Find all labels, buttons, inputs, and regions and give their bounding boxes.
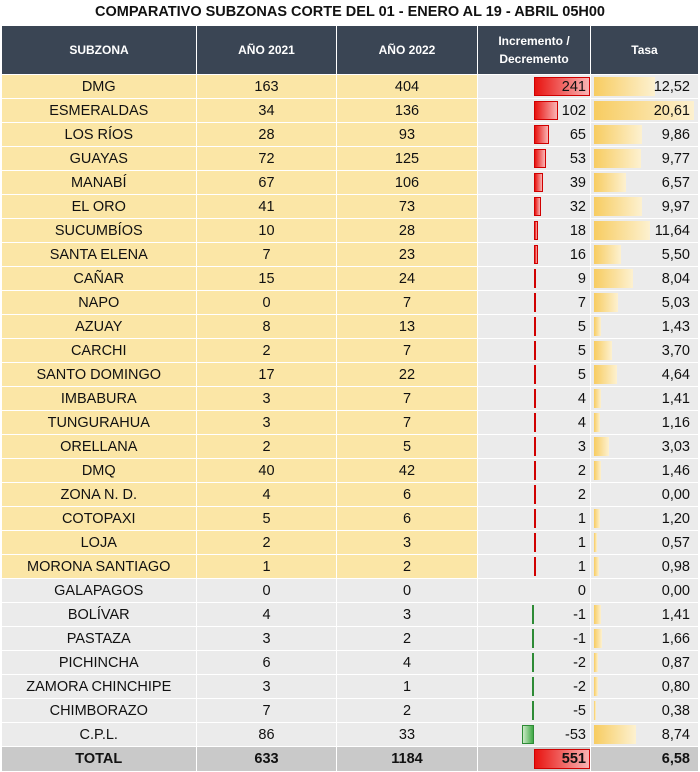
total-row [2,747,699,772]
year-2022-cell: 22 [337,363,478,387]
subzona-cell: ESMERALDAS [2,99,197,123]
total-label: TOTAL [2,747,197,772]
tasa-bar [594,461,601,480]
year-2021-cell: 2 [197,531,337,555]
increment-value: 4 [577,414,586,431]
tasa-value: 6,57 [661,174,690,191]
tasa-bar [594,77,655,96]
increment-value: 39 [569,174,586,191]
increment-value: -53 [565,726,586,743]
increment-cell [478,387,591,411]
year-2021-cell: 6 [197,651,337,675]
year-2021-cell: 34 [197,99,337,123]
tasa-bar [594,293,618,312]
increase-bar [534,533,536,552]
increase-bar [534,173,543,192]
year-2022-cell: 0 [337,579,478,603]
tasa-value: 1,43 [661,318,690,335]
increment-value: -2 [573,654,586,671]
tasa-cell [591,123,699,147]
increment-cell [478,723,591,747]
increment-value: 5 [577,366,586,383]
table-row [2,699,699,723]
increment-cell [478,75,591,99]
increase-bar [534,437,536,456]
increase-bar [534,149,546,168]
increment-cell [478,411,591,435]
tasa-value: 1,46 [661,462,690,479]
increment-value: 241 [561,78,586,95]
year-2021-cell: 3 [197,627,337,651]
table-row [2,99,699,123]
table-row [2,675,699,699]
tasa-value: 9,97 [661,198,690,215]
year-2021-cell: 67 [197,171,337,195]
table-row [2,579,699,603]
tasa-cell [591,603,699,627]
table-row [2,243,699,267]
year-2022-cell: 136 [337,99,478,123]
table-row [2,315,699,339]
year-2022-cell: 6 [337,483,478,507]
tasa-cell [591,435,699,459]
year-2022-cell: 42 [337,459,478,483]
year-2021-cell: 7 [197,243,337,267]
increase-bar [534,101,558,120]
increase-bar [534,557,536,576]
tasa-bar [594,509,600,528]
year-2022-cell: 23 [337,243,478,267]
increment-cell [478,147,591,171]
year-2021-cell: 2 [197,339,337,363]
increase-bar [534,245,538,264]
tasa-value: 0,38 [661,702,690,719]
table-row [2,267,699,291]
subzona-cell: MORONA SANTIAGO [2,555,197,579]
year-2021-cell: 3 [197,675,337,699]
table-row [2,291,699,315]
tasa-cell [591,579,699,603]
tasa-bar [594,653,598,672]
tasa-cell [591,219,699,243]
tasa-cell [591,411,699,435]
tasa-value: 1,41 [661,606,690,623]
increment-cell [478,555,591,579]
tasa-cell [591,555,699,579]
increment-cell [478,315,591,339]
increment-value: 0 [577,582,586,599]
tasa-bar [594,245,621,264]
table-row [2,147,699,171]
subzona-cell: NAPO [2,291,197,315]
increment-value: 2 [577,486,586,503]
table-row [2,75,699,99]
tasa-value: 3,70 [661,342,690,359]
increment-value: 18 [569,222,586,239]
tasa-value: 1,20 [661,510,690,527]
tasa-value: 12,52 [653,78,690,95]
increase-bar [534,269,536,288]
increment-cell [478,123,591,147]
subzona-cell: AZUAY [2,315,197,339]
tasa-bar [594,173,626,192]
decrease-bar [532,701,534,720]
year-2021-cell: 41 [197,195,337,219]
table-row [2,171,699,195]
year-2022-cell: 28 [337,219,478,243]
year-2022-cell: 7 [337,411,478,435]
year-2022-cell: 3 [337,603,478,627]
increment-value: 5 [577,342,586,359]
year-2021-cell: 0 [197,291,337,315]
tasa-bar [594,605,601,624]
tasa-cell [591,531,699,555]
subzona-cell: LOJA [2,531,197,555]
increment-value: -2 [573,678,586,695]
tasa-bar [594,533,597,552]
increment-value: 1 [577,558,586,575]
tasa-value: 5,03 [661,294,690,311]
header-year-2022: AÑO 2022 [337,26,478,75]
increment-value: 1 [577,534,586,551]
year-2022-cell: 7 [337,387,478,411]
decrease-bar [532,605,534,624]
increment-cell [478,363,591,387]
year-2022-cell: 2 [337,627,478,651]
header-increment [478,26,591,75]
increment-cell [478,339,591,363]
year-2021-cell: 15 [197,267,337,291]
subzona-cell: CARCHI [2,339,197,363]
tasa-value: 0,57 [661,534,690,551]
tasa-cell [591,723,699,747]
increase-bar [534,125,549,144]
year-2022-cell: 2 [337,555,478,579]
subzona-cell: COTOPAXI [2,507,197,531]
increase-bar [534,509,536,528]
year-2021-cell: 1 [197,555,337,579]
tasa-bar [594,629,602,648]
table-header-row [2,26,699,75]
tasa-bar [594,725,636,744]
increase-bar [534,389,536,408]
table-row [2,339,699,363]
increment-value: 16 [569,246,586,263]
year-2022-cell: 125 [337,147,478,171]
subzona-cell: DMG [2,75,197,99]
year-2021-cell: 72 [197,147,337,171]
table-row [2,363,699,387]
tasa-value: 9,86 [661,126,690,143]
subzona-cell: ORELLANA [2,435,197,459]
tasa-bar [594,317,601,336]
tasa-value: 0,00 [661,582,690,599]
tasa-cell [591,267,699,291]
year-2022-cell: 13 [337,315,478,339]
increment-value: -1 [573,606,586,623]
tasa-bar [594,677,598,696]
total-increment-value: 551 [561,751,586,767]
tasa-value: 9,77 [661,150,690,167]
increment-cell [478,507,591,531]
tasa-bar [594,389,601,408]
year-2022-cell: 5 [337,435,478,459]
year-2022-cell: 3 [337,531,478,555]
subzona-cell: ZONA N. D. [2,483,197,507]
year-2021-cell: 3 [197,387,337,411]
table-row [2,603,699,627]
tasa-bar [594,197,642,216]
subzona-cell: TUNGURAHUA [2,411,197,435]
tasa-value: 20,61 [653,102,690,119]
year-2021-cell: 40 [197,459,337,483]
table-row [2,459,699,483]
increment-cell [478,531,591,555]
year-2022-cell: 7 [337,339,478,363]
increase-bar [534,413,536,432]
header-increment-line1: Incremento / [498,34,570,48]
year-2022-cell: 2 [337,699,478,723]
year-2021-cell: 3 [197,411,337,435]
tasa-cell [591,75,699,99]
subzona-cell: SANTA ELENA [2,243,197,267]
table-row [2,435,699,459]
subzona-cell: GALAPAGOS [2,579,197,603]
table-row [2,195,699,219]
increment-cell [478,219,591,243]
tasa-bar [594,149,641,168]
tasa-bar [594,701,596,720]
tasa-cell [591,315,699,339]
table-row [2,651,699,675]
increment-value: 1 [577,510,586,527]
table-row [2,507,699,531]
tasa-cell [591,699,699,723]
year-2022-cell: 73 [337,195,478,219]
tasa-cell [591,339,699,363]
table-row [2,531,699,555]
subzona-cell: ZAMORA CHINCHIPE [2,675,197,699]
increment-cell [478,483,591,507]
subzona-cell: PASTAZA [2,627,197,651]
tasa-value: 0,00 [661,486,690,503]
tasa-cell [591,627,699,651]
tasa-value: 1,41 [661,390,690,407]
decrease-bar [532,677,534,696]
header-subzona: SUBZONA [2,26,197,75]
year-2021-cell: 4 [197,603,337,627]
year-2021-cell: 5 [197,507,337,531]
subzona-cell: SUCUMBÍOS [2,219,197,243]
tasa-value: 8,04 [661,270,690,287]
report-title: COMPARATIVO SUBZONAS CORTE DEL 01 - ENERO AL 19 - ABRIL 05H00 [95,4,605,20]
table-row [2,555,699,579]
decrease-bar [532,653,534,672]
total-2022: 1184 [337,747,478,772]
increment-cell [478,243,591,267]
tasa-cell [591,99,699,123]
increment-cell [478,675,591,699]
tasa-value: 8,74 [661,726,690,743]
increase-bar [534,365,536,384]
tasa-cell [591,507,699,531]
tasa-cell [591,483,699,507]
tasa-value: 3,03 [661,438,690,455]
increment-value: 2 [577,462,586,479]
increment-value: 4 [577,390,586,407]
year-2021-cell: 4 [197,483,337,507]
increment-cell [478,579,591,603]
table-row [2,723,699,747]
subzona-cell: SANTO DOMINGO [2,363,197,387]
tasa-cell [591,459,699,483]
subzona-cell: GUAYAS [2,147,197,171]
increment-cell [478,291,591,315]
header-year-2021: AÑO 2021 [197,26,337,75]
tasa-cell [591,147,699,171]
increase-bar [534,293,536,312]
year-2022-cell: 1 [337,675,478,699]
table-row [2,123,699,147]
increment-cell [478,651,591,675]
subzona-cell: MANABÍ [2,171,197,195]
year-2021-cell: 28 [197,123,337,147]
tasa-value: 5,50 [661,246,690,263]
tasa-bar [594,341,612,360]
increment-cell [478,267,591,291]
year-2022-cell: 404 [337,75,478,99]
table-body [2,75,699,747]
increment-cell [478,435,591,459]
increase-bar [534,341,536,360]
subzona-cell: LOS RÍOS [2,123,197,147]
year-2021-cell: 7 [197,699,337,723]
year-2021-cell: 0 [197,579,337,603]
tasa-cell [591,675,699,699]
tasa-value: 0,98 [661,558,690,575]
table-row [2,483,699,507]
increment-value: 32 [569,198,586,215]
increment-cell [478,195,591,219]
year-2022-cell: 4 [337,651,478,675]
increment-value: 102 [561,102,586,119]
table-row [2,387,699,411]
increment-value: 5 [577,318,586,335]
tasa-value: 4,64 [661,366,690,383]
increment-cell [478,603,591,627]
subzone-comparison-table [1,25,699,772]
year-2021-cell: 17 [197,363,337,387]
subzona-cell: BOLÍVAR [2,603,197,627]
tasa-cell [591,291,699,315]
year-2022-cell: 33 [337,723,478,747]
year-2022-cell: 106 [337,171,478,195]
decrease-bar [532,629,534,648]
subzona-cell: CHIMBORAZO [2,699,197,723]
tasa-value: 0,80 [661,678,690,695]
tasa-bar [594,437,609,456]
tasa-cell [591,363,699,387]
tasa-bar [594,557,599,576]
increase-bar [534,485,536,504]
total-2021: 633 [197,747,337,772]
tasa-value: 1,16 [661,414,690,431]
subzona-cell: C.P.L. [2,723,197,747]
tasa-cell [591,171,699,195]
table-row [2,411,699,435]
increment-value: 9 [577,270,586,287]
year-2021-cell: 163 [197,75,337,99]
subzona-cell: DMQ [2,459,197,483]
tasa-value: 11,64 [654,222,690,239]
header-increment-line2: Decremento [499,52,569,66]
tasa-cell [591,243,699,267]
tasa-bar [594,413,600,432]
subzona-cell: IMBABURA [2,387,197,411]
increment-cell [478,699,591,723]
decrease-bar [522,725,534,744]
increment-value: -5 [573,702,586,719]
subzona-cell: PICHINCHA [2,651,197,675]
year-2022-cell: 93 [337,123,478,147]
year-2021-cell: 8 [197,315,337,339]
increment-value: 7 [577,294,586,311]
year-2021-cell: 2 [197,435,337,459]
tasa-bar [594,365,617,384]
year-2022-cell: 6 [337,507,478,531]
tasa-cell [591,651,699,675]
subzona-cell: EL ORO [2,195,197,219]
tasa-cell [591,387,699,411]
tasa-bar [594,125,642,144]
year-2021-cell: 86 [197,723,337,747]
tasa-value: 0,87 [661,654,690,671]
increase-bar [534,197,541,216]
table-row [2,219,699,243]
increment-value: 3 [577,438,586,455]
increment-cell [478,459,591,483]
increment-value: -1 [573,630,586,647]
tasa-value: 1,66 [661,630,690,647]
increment-cell [478,99,591,123]
increment-value: 53 [569,150,586,167]
year-2021-cell: 10 [197,219,337,243]
table-row [2,627,699,651]
tasa-bar [594,221,650,240]
subzona-cell: CAÑAR [2,267,197,291]
increment-cell [478,627,591,651]
increment-value: 65 [569,126,586,143]
total-tasa: 6,58 [591,747,699,772]
tasa-cell [591,195,699,219]
year-2022-cell: 24 [337,267,478,291]
increase-bar [534,317,536,336]
tasa-bar [594,269,633,288]
header-tasa: Tasa [591,26,699,75]
increase-bar [534,221,538,240]
total-increment [478,747,591,772]
increment-cell [478,171,591,195]
increase-bar [534,461,536,480]
year-2022-cell: 7 [337,291,478,315]
